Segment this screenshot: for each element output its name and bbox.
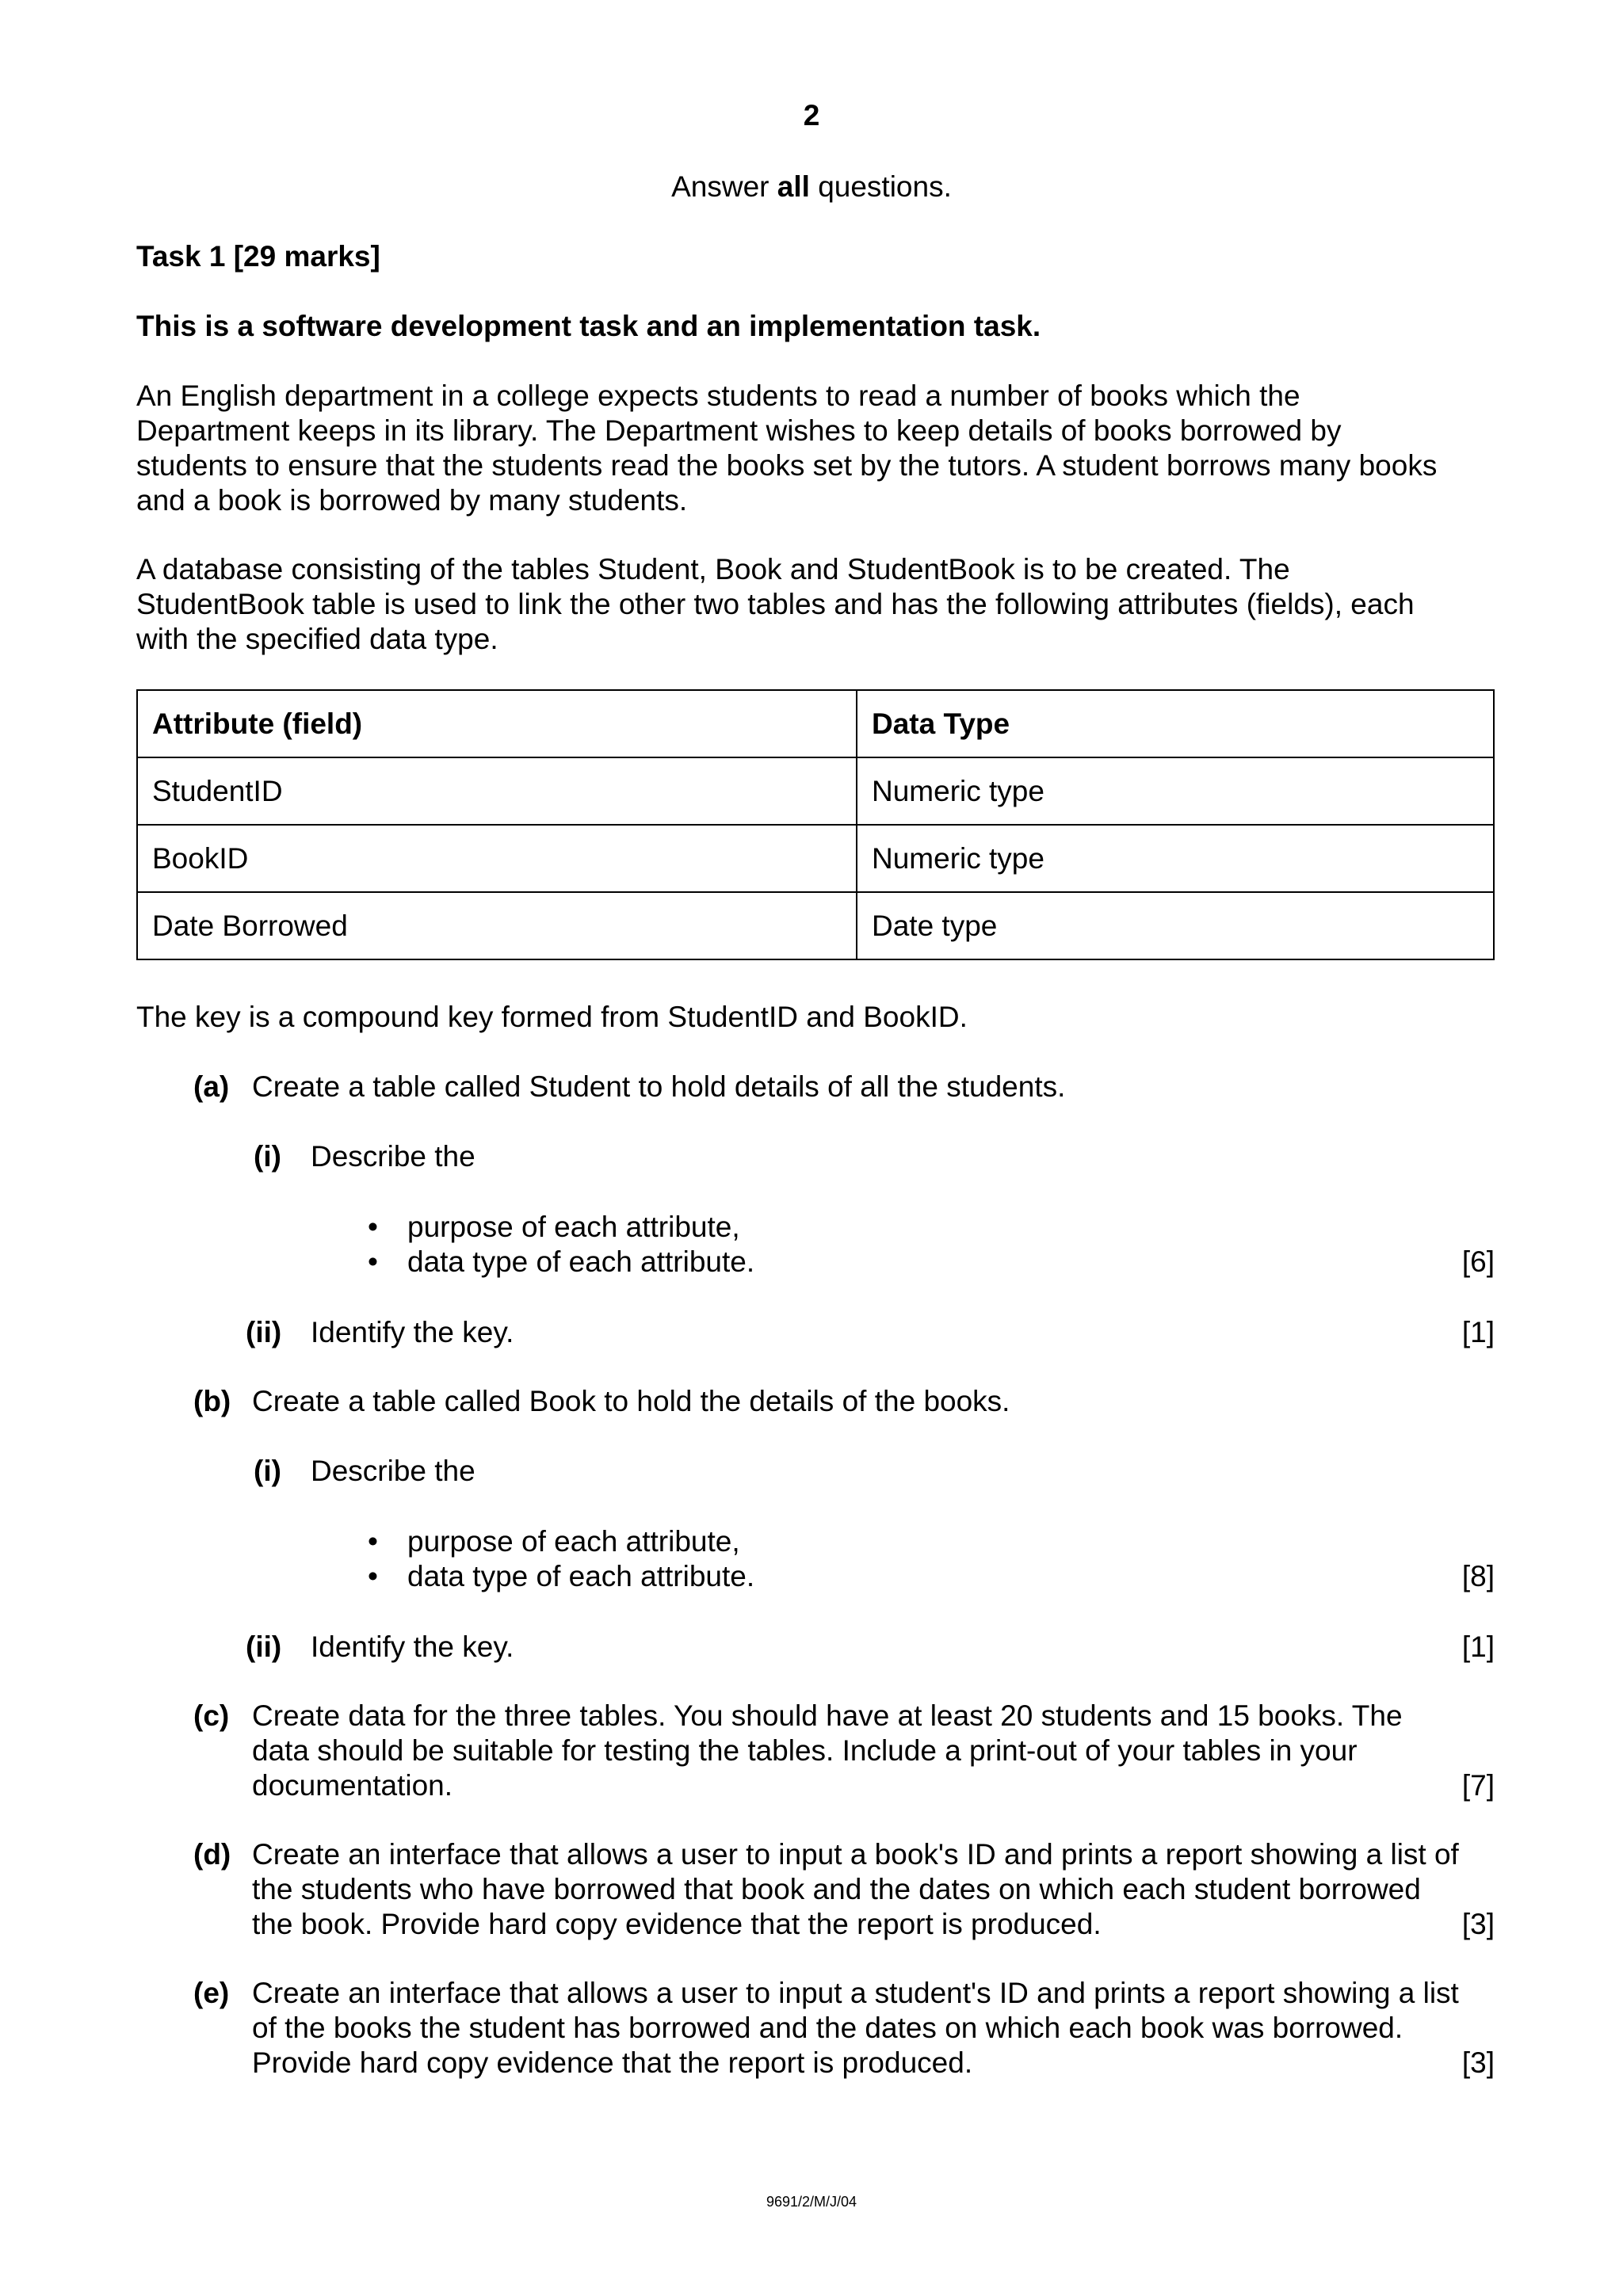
mark-allocation: [3] bbox=[1461, 2046, 1495, 2079]
para-line: An English department in a college expects students to read a number of books which the bbox=[136, 379, 1300, 412]
part-e-label: (e) bbox=[193, 1977, 230, 2009]
part-a-ii-text: Identify the key. bbox=[311, 1316, 514, 1348]
table-cell: Date type bbox=[857, 892, 1494, 959]
part-c-body bbox=[252, 1699, 1495, 1803]
part-d-line: the students who have borrowed that book and the dates on which each student borrowed bbox=[252, 1873, 1421, 1905]
part-c-line: Create data for the three tables. You should have at least 20 students and 15 books. The bbox=[252, 1699, 1403, 1732]
part-a-ii-label: (ii) bbox=[246, 1316, 282, 1348]
part-e-line: Create an interface that allows a user to input a student's ID and prints a report showing a list bbox=[252, 1977, 1459, 2009]
key-note: The key is a compound key formed from StudentID and BookID. bbox=[136, 1001, 968, 1033]
table-header-row bbox=[137, 690, 1494, 757]
page-number: 2 bbox=[803, 99, 820, 132]
bullet-item bbox=[407, 1245, 1495, 1280]
mark-allocation: [6] bbox=[1461, 1245, 1495, 1278]
bullet-item bbox=[407, 1559, 1495, 1594]
part-b-i-bullets bbox=[407, 1524, 1495, 1594]
part-a-i-text: Describe the bbox=[311, 1140, 475, 1173]
para-line: A database consisting of the tables Student, Book and StudentBook is to be created. The bbox=[136, 553, 1290, 585]
para-line: Department keeps in its library. The Department wishes to keep details of books borrowed by bbox=[136, 414, 1342, 447]
part-e-body bbox=[252, 1976, 1495, 2081]
part-a-text: Create a table called Student to hold details of all the students. bbox=[252, 1070, 1066, 1103]
part-a-label: (a) bbox=[193, 1070, 230, 1103]
part-d-last-line bbox=[252, 1907, 1495, 1942]
table-row bbox=[137, 892, 1494, 959]
header-data-type: Data Type bbox=[857, 690, 1494, 757]
part-e-last-line bbox=[252, 2046, 1495, 2081]
bullet-text: data type of each attribute. bbox=[407, 1245, 755, 1278]
mark-allocation: [3] bbox=[1461, 1908, 1495, 1940]
bullet-item: • purpose of each attribute, bbox=[407, 1210, 1495, 1245]
bullet-item: • purpose of each attribute, bbox=[407, 1524, 1495, 1559]
part-a-i-label: (i) bbox=[254, 1140, 281, 1173]
part-d-line: the book. Provide hard copy evidence that the report is produced. bbox=[252, 1908, 1102, 1940]
part-c-line: data should be suitable for testing the tables. Include a print-out of your tables in your bbox=[252, 1734, 1358, 1767]
footer-code: 9691/2/M/J/04 bbox=[766, 2194, 857, 2210]
mark-allocation: [1] bbox=[1461, 1316, 1495, 1348]
part-a-i-bullets bbox=[407, 1210, 1495, 1280]
mark-allocation: [1] bbox=[1461, 1630, 1495, 1663]
part-c-last-line bbox=[252, 1768, 1495, 1803]
part-e-line: Provide hard copy evidence that the report is produced. bbox=[252, 2046, 973, 2079]
bullet-text: data type of each attribute. bbox=[407, 1560, 755, 1592]
part-b-text: Create a table called Book to hold the details of the books. bbox=[252, 1385, 1010, 1417]
part-b-i-label: (i) bbox=[254, 1455, 281, 1487]
part-d-line: Create an interface that allows a user to input a book's ID and prints a report showing a list of bbox=[252, 1838, 1459, 1871]
intro-paragraph bbox=[136, 379, 1495, 518]
part-e-line: of the books the student has borrowed and the dates on which each book was borrowed. bbox=[252, 2012, 1403, 2044]
table-cell: BookID bbox=[137, 825, 857, 892]
table-cell: Numeric type bbox=[857, 757, 1494, 825]
instruction-pre: Answer bbox=[671, 170, 777, 203]
table-cell: Numeric type bbox=[857, 825, 1494, 892]
header-attribute: Attribute (field) bbox=[137, 690, 857, 757]
task-subheading: This is a software development task and an implementation task. bbox=[136, 310, 1041, 342]
part-b-ii-text: Identify the key. bbox=[311, 1630, 514, 1663]
part-c-line: documentation. bbox=[252, 1769, 453, 1802]
part-b-label: (b) bbox=[193, 1385, 231, 1417]
table-cell: Date Borrowed bbox=[137, 892, 857, 959]
mark-allocation: [7] bbox=[1461, 1769, 1495, 1802]
part-d-label: (d) bbox=[193, 1838, 231, 1871]
para-line: and a book is borrowed by many students. bbox=[136, 484, 688, 517]
part-b-ii-label: (ii) bbox=[246, 1630, 282, 1663]
para-line: with the specified data type. bbox=[136, 623, 498, 655]
para-line: StudentBook table is used to link the other two tables and has the following attributes (fields), each bbox=[136, 588, 1415, 620]
mark-allocation: [8] bbox=[1461, 1560, 1495, 1592]
part-c-label: (c) bbox=[193, 1699, 230, 1732]
table-cell: StudentID bbox=[137, 757, 857, 825]
instruction bbox=[0, 170, 1623, 204]
instruction-bold: all bbox=[777, 170, 810, 203]
para-line: students to ensure that the students read the books set by the tutors. A student borrows many books bbox=[136, 449, 1438, 482]
attribute-table bbox=[136, 689, 1495, 960]
part-d-body bbox=[252, 1837, 1495, 1942]
database-paragraph bbox=[136, 552, 1495, 657]
part-b-i-text: Describe the bbox=[311, 1455, 475, 1487]
instruction-post: questions. bbox=[809, 170, 952, 203]
table-row bbox=[137, 825, 1494, 892]
table-row bbox=[137, 757, 1494, 825]
task-heading: Task 1 [29 marks] bbox=[136, 240, 380, 273]
